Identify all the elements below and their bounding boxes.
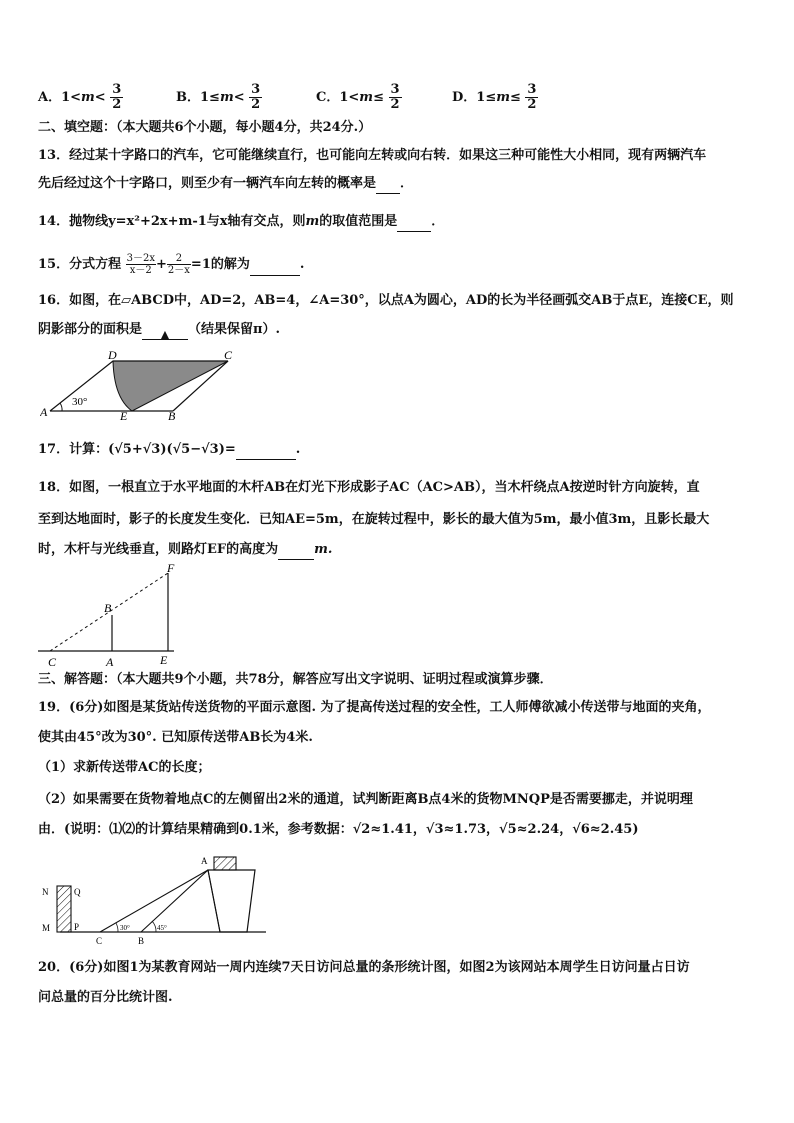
q18-line1: 18．如图，一根直立于水平地面的木杆AB在灯光下形成影子AC（AC>AB），当木杆绕点A按逆时针方向旋转，直 bbox=[38, 480, 700, 495]
label-b: B bbox=[168, 409, 176, 422]
q20-line2: 问总量的百分比统计图. bbox=[38, 990, 173, 1005]
option-c: C．1<m≤ $\frac{3}{2}$ bbox=[316, 82, 400, 112]
expression: (√5+√3)(√5−√3) bbox=[108, 442, 225, 457]
label-e: E bbox=[160, 653, 168, 667]
q18-line3: 时，木杆与光线垂直，则路灯EF的高度为 m. bbox=[38, 540, 332, 560]
q13-line2: 先后经过这个十字路口，则至少有一辆汽车向左转的概率是 ． bbox=[38, 174, 413, 194]
conveyor-figure bbox=[36, 850, 276, 950]
label-m: M bbox=[42, 923, 51, 933]
label-p: P bbox=[74, 922, 80, 932]
q18-line2: 至到达地面时，影子的长度发生变化．已知AE=5m，在旋转过程中，影长的最大值为5m，最小值3m，且影长最大 bbox=[38, 512, 710, 527]
label-b: B bbox=[104, 601, 112, 615]
q19-part2-line2: 由．(说明：⑴⑵的计算结果精确到0.1米，参考数据：√2≈1.41，√3≈1.73，√5≈2.24，√6≈2.45) bbox=[38, 822, 639, 837]
label-q: Q bbox=[74, 887, 81, 897]
label-a: A bbox=[40, 405, 48, 419]
parallelogram-figure bbox=[40, 348, 250, 422]
fraction: $\frac{3}{2}$ bbox=[251, 82, 261, 112]
q19-line2: 使其由45°改为30°. 已知原传送带AB长为4米. bbox=[38, 730, 313, 745]
label-e: E bbox=[120, 409, 128, 422]
label-f: F bbox=[167, 561, 175, 575]
q19-part2-line1: （2）如果需要在货物着地点C的左侧留出2米的通道，试判断距离B点4米的货物MNQP是否需要挪走，并说明理 bbox=[38, 792, 693, 807]
q16-line1: 16．如图，在▱ABCD中，AD=2，AB=4，∠A=30°，以点A为圆心，AD的长为半径画弧交AB于点E，连接CE，则 bbox=[38, 293, 734, 308]
option-b: B．1≤m< $\frac{3}{2}$ bbox=[176, 82, 261, 112]
label-b: B bbox=[138, 936, 145, 946]
q19-line1: 19．(6分)如图是某货站传送货物的平面示意图. 为了提高传送过程的安全性，工人师傅欲减小传送带与地面的夹角， bbox=[38, 700, 711, 715]
cargo-mnqp bbox=[57, 886, 71, 932]
q15: 15．分式方程 $\frac{3-2x}{x-2}$ + $\frac{2}{2-x}$ =1的解为 . bbox=[38, 253, 305, 276]
fraction-2: $\frac{2}{2-x}$ bbox=[167, 253, 190, 276]
q19-part1: （1）求新传送带AC的长度； bbox=[38, 760, 211, 775]
label-a: A bbox=[201, 856, 208, 866]
section2-title: 二、填空题：（本大题共6个小题，每小题4分，共24分.） bbox=[38, 120, 372, 135]
label-a: A bbox=[106, 655, 114, 669]
option-d: D．1≤m≤ $\frac{3}{2}$ bbox=[452, 82, 537, 112]
answer-blank bbox=[376, 179, 400, 194]
fraction: $\frac{3}{2}$ bbox=[527, 82, 537, 112]
q17: 17．计算：(√5+√3)(√5−√3)= . bbox=[38, 440, 300, 460]
fraction-1: $\frac{3-2x}{x-2}$ bbox=[126, 253, 155, 276]
q16-line2: 阴影部分的面积是 ▲ （结果保留π）. bbox=[38, 322, 281, 341]
option-a: A．1<m< $\frac{3}{2}$ bbox=[38, 82, 122, 112]
label-c: C bbox=[48, 655, 57, 669]
answer-blank bbox=[250, 261, 300, 276]
label-n: N bbox=[42, 887, 49, 897]
platform bbox=[208, 870, 255, 932]
angle-label: 30° bbox=[72, 396, 88, 408]
answer-blank bbox=[278, 545, 314, 560]
answer-blank bbox=[397, 217, 431, 232]
lamp-shadow-figure bbox=[34, 560, 214, 670]
q14: 14．抛物线y=x²+2x+m-1与x轴有交点，则m的取值范围是 ． bbox=[38, 212, 444, 232]
answer-blank: ▲ bbox=[142, 325, 188, 340]
angle-30: 30° bbox=[120, 924, 130, 932]
fraction: $\frac{3}{2}$ bbox=[390, 82, 400, 112]
cargo-top bbox=[214, 857, 236, 870]
label-c: C bbox=[224, 348, 233, 362]
fraction: $\frac{3}{2}$ bbox=[112, 82, 122, 112]
label-c: C bbox=[96, 936, 103, 946]
section3-title: 三、解答题：（本大题共9个小题，共78分，解答应写出文字说明、证明过程或演算步骤． bbox=[38, 672, 553, 687]
q13-line1: 13．经过某十字路口的汽车，它可能继续直行，也可能向左转或向右转．如果这三种可能性大小相同，现有两辆汽车 bbox=[38, 148, 707, 163]
q20-line1: 20．(6分)如图1为某教育网站一周内连续7天日访问总量的条形统计图，如图2为该网站本周学生日访问量占日访 bbox=[38, 960, 690, 975]
label-d: D bbox=[108, 348, 117, 362]
answer-blank bbox=[236, 445, 296, 460]
angle-45: 45° bbox=[157, 924, 167, 932]
shaded-region bbox=[113, 361, 228, 411]
